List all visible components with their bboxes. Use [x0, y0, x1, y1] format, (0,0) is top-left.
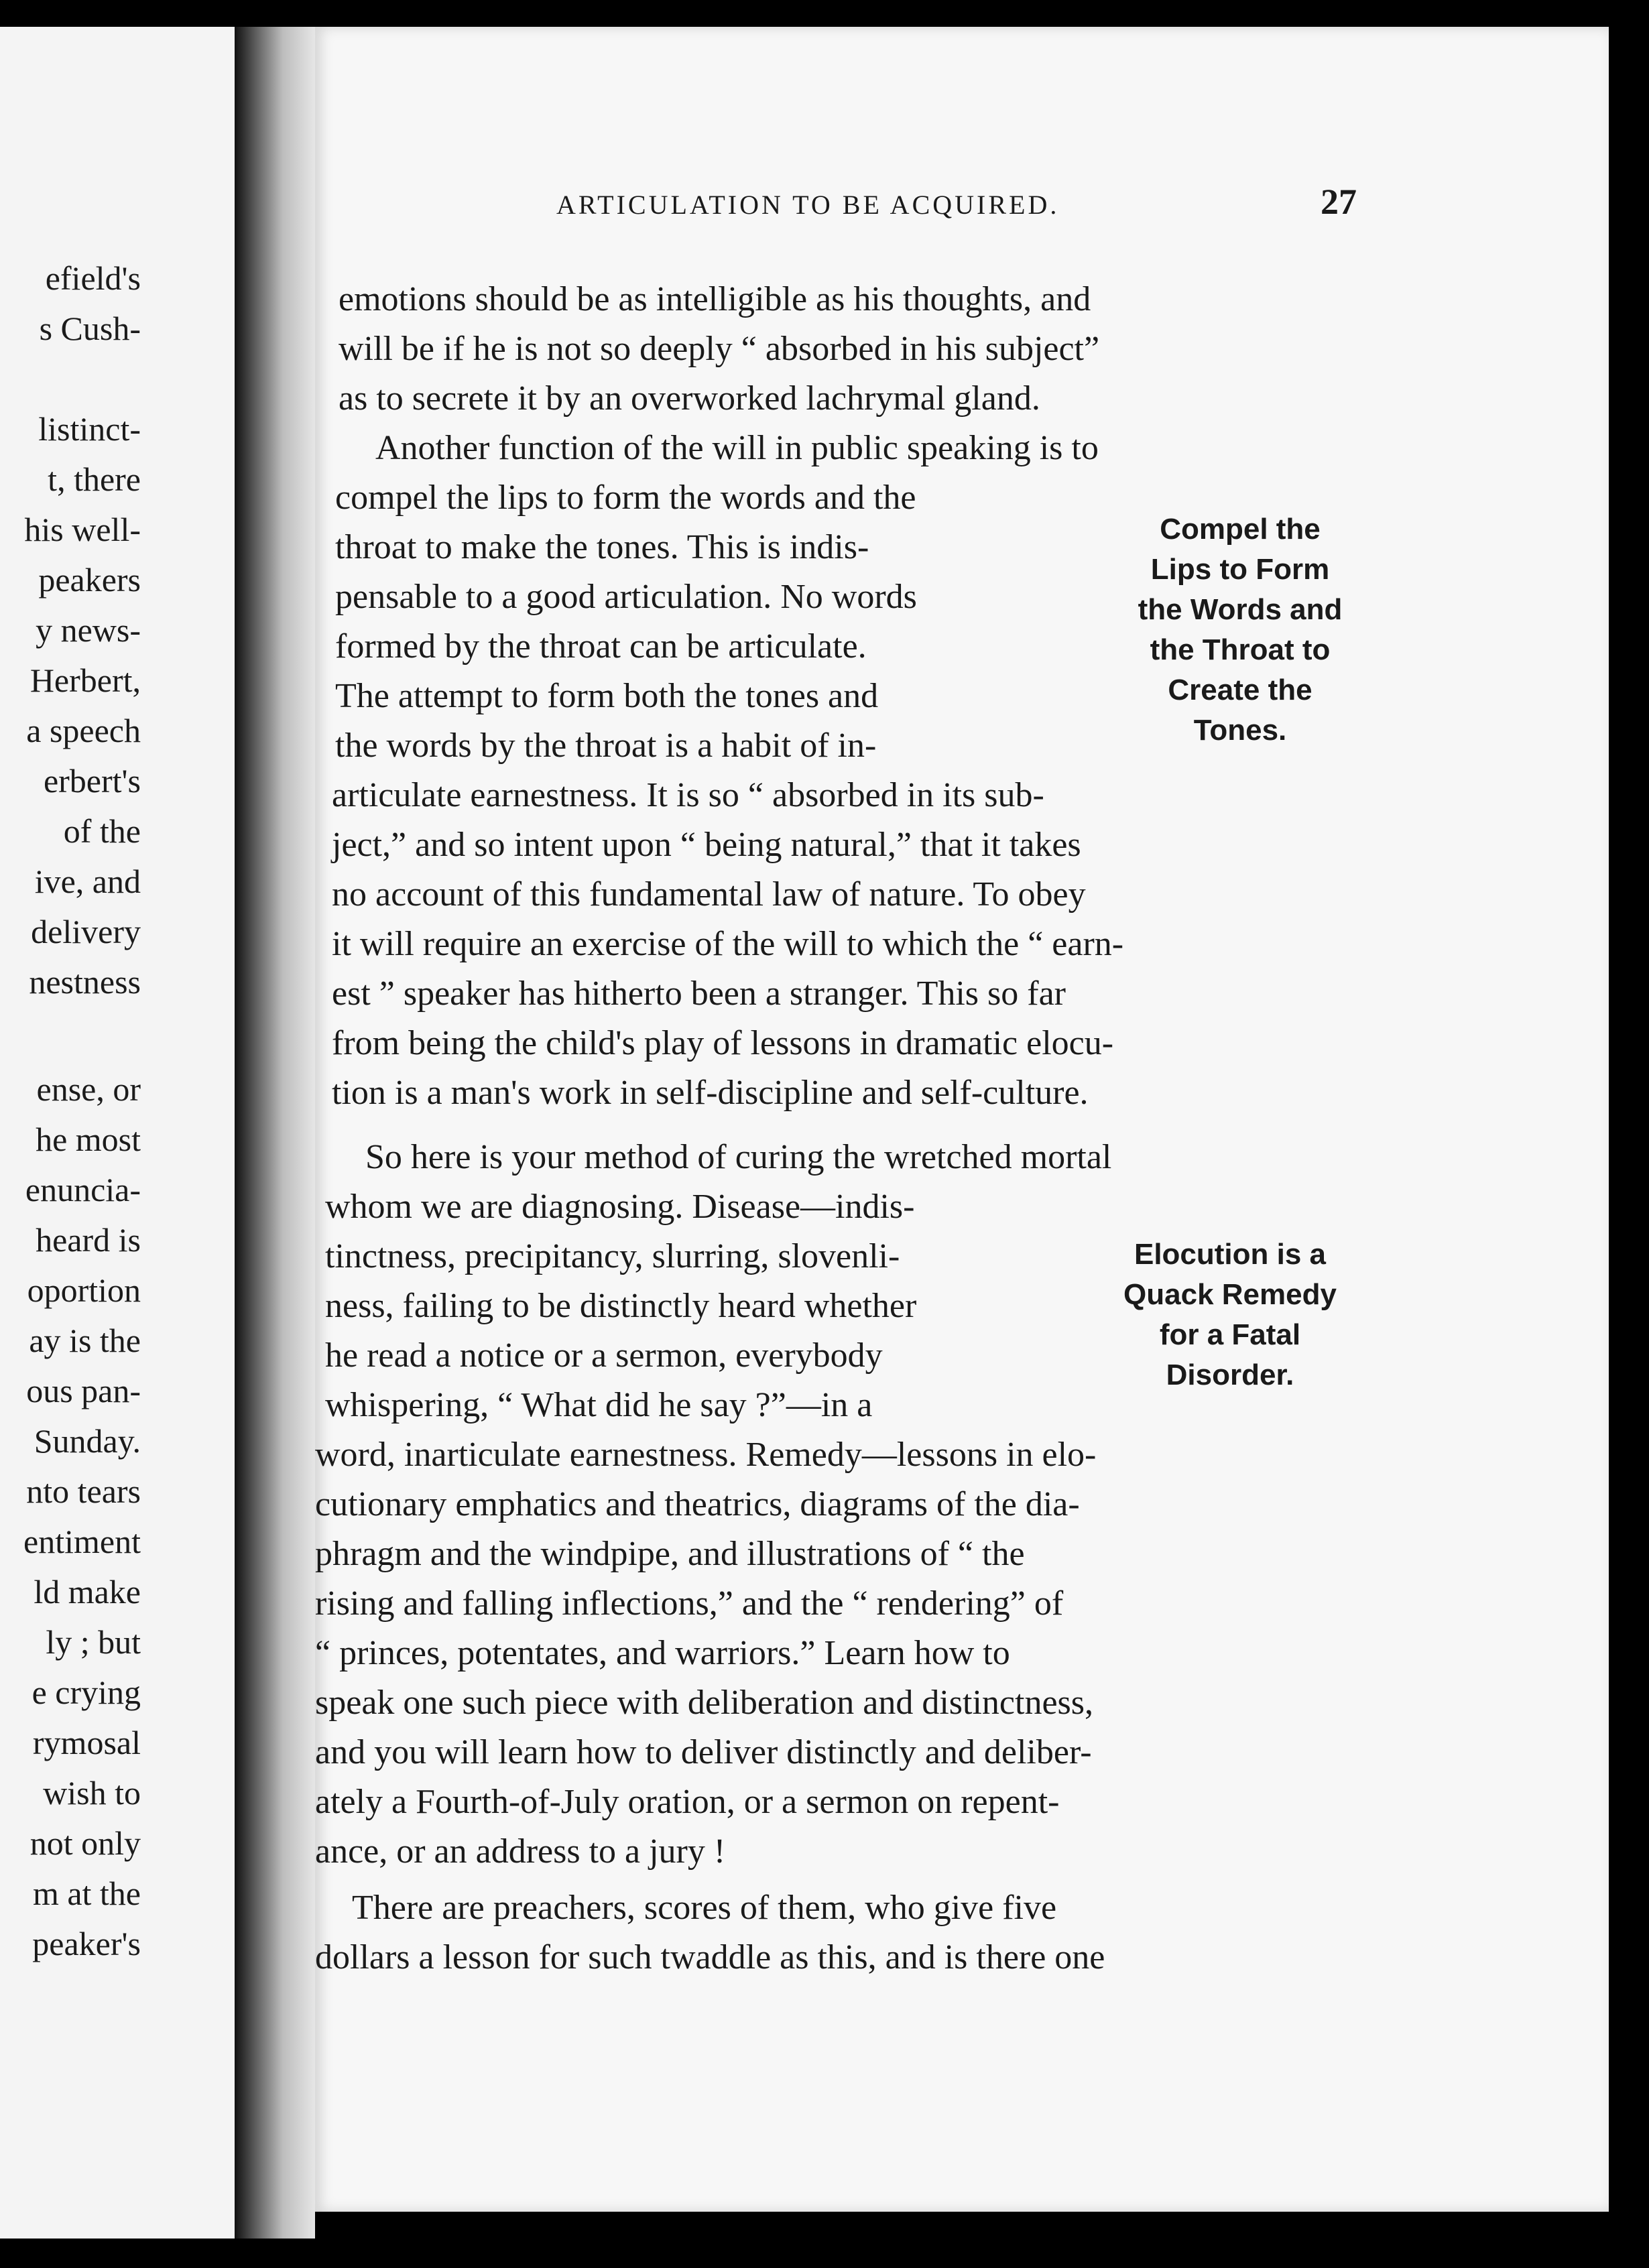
text-line: est ” speaker has hitherto been a stranger. This so far [332, 974, 1066, 1013]
note-line: Tones. [1193, 714, 1287, 747]
left-facing-page [0, 27, 235, 2239]
paragraph-2-continued [332, 771, 1123, 1118]
left-page-line: not only [29, 1824, 141, 1862]
text-line: as to secrete it by an overworked lachrymal gland. [339, 379, 1040, 418]
text-line: Another function of the will in public speaking is to [375, 429, 1099, 467]
text-line: dollars a lesson for such twaddle as this, and is there one [315, 1938, 1105, 1976]
left-page-line: Herbert, [29, 662, 141, 699]
left-page-line: nto tears [26, 1472, 141, 1510]
text-line: So here is your method of curing the wretched mortal [365, 1138, 1112, 1176]
paragraph-3-first-line [365, 1133, 1111, 1182]
left-page-line: s Cush- [39, 310, 141, 347]
left-page-line: he most [36, 1121, 141, 1158]
text-line: and you will learn how to deliver distinctly and deliber- [315, 1733, 1092, 1771]
left-page-line: enuncia- [25, 1171, 141, 1208]
margin-note-compel-lips [1106, 509, 1374, 751]
paragraph-3-narrow [325, 1182, 916, 1430]
text-line: whom we are diagnosing. Disease—indis- [325, 1188, 915, 1226]
left-page-line: entiment [23, 1523, 141, 1560]
left-page-line: t, there [48, 460, 141, 498]
text-line: The attempt to form both the tones and [335, 677, 879, 715]
left-page-line: erbert's [43, 762, 141, 800]
note-line: Disorder. [1166, 1359, 1294, 1391]
text-line: speak one such piece with deliberation and distinctness, [315, 1684, 1094, 1722]
text-line: ance, or an address to a jury ! [315, 1832, 726, 1871]
left-page-line: ld make [34, 1573, 141, 1611]
left-page-line: peaker's [32, 1925, 141, 1962]
left-page-line: y news- [36, 611, 141, 649]
text-line: formed by the throat can be articulate. [335, 627, 867, 666]
paragraph-4 [315, 1883, 1105, 1982]
text-line: word, inarticulate earnestness. Remedy—lessons in elo- [315, 1436, 1097, 1474]
left-page-line: ense, or [36, 1070, 141, 1108]
text-line: articulate earnestness. It is so “ absorbed in its sub- [332, 776, 1044, 814]
text-line: the words by the throat is a habit of in- [335, 727, 877, 765]
text-line: emotions should be as intelligible as his thoughts, and [339, 280, 1091, 318]
text-line: phragm and the windpipe, and illustrations of “ the [315, 1535, 1025, 1573]
text-line: rising and falling inflections,” and the “ rendering” of [315, 1584, 1064, 1623]
left-page-line: Sunday. [34, 1422, 141, 1460]
running-head: ARTICULATION TO BE ACQUIRED. [556, 190, 1060, 220]
text-line: pensable to a good articulation. No words [335, 578, 917, 616]
left-page-line: efield's [45, 259, 141, 297]
text-line: cutionary emphatics and theatrics, diagrams of the dia- [315, 1485, 1080, 1523]
note-line: the Throat to [1150, 633, 1331, 666]
left-page-line: of the [63, 812, 141, 850]
note-line: Lips to Form [1150, 553, 1330, 586]
text-line: from being the child's play of lessons in dramatic elocu- [332, 1024, 1114, 1062]
text-line: it will require an exercise of the will to which the “ earn- [332, 925, 1124, 963]
paragraph-1 [339, 275, 1099, 424]
text-line: ness, failing to be distinctly heard whether [325, 1287, 917, 1325]
left-page-line: heard is [36, 1221, 141, 1259]
text-line: throat to make the tones. This is indis- [335, 528, 869, 566]
left-page-line: listinct- [38, 410, 141, 448]
paragraph-2-narrow [335, 473, 917, 771]
text-line: whispering, “ What did he say ?”—in a [325, 1386, 873, 1424]
text-line: compel the lips to form the words and the [335, 479, 916, 517]
left-page-line: ous pan- [26, 1372, 141, 1409]
text-line: There are preachers, scores of them, who give five [352, 1889, 1057, 1927]
text-line: will be if he is not so deeply “ absorbed in his subject” [339, 330, 1100, 368]
paragraph-2-first-line [375, 424, 1099, 473]
left-page-line: a speech [26, 712, 141, 749]
note-line: for a Fatal [1159, 1318, 1301, 1351]
left-page-line: nestness [29, 963, 141, 1001]
text-line: “ princes, potentates, and warriors.” Learn how to [315, 1634, 1010, 1672]
left-page-line: oportion [27, 1271, 141, 1309]
left-page-line: m at the [32, 1875, 141, 1912]
text-line: no account of this fundamental law of nature. To obey [332, 875, 1086, 914]
left-page-line: e crying [32, 1674, 141, 1711]
left-page-line: rymosal [32, 1724, 141, 1761]
text-line: ately a Fourth-of-July oration, or a sermon on repent- [315, 1783, 1060, 1821]
note-line: Quack Remedy [1123, 1278, 1337, 1311]
note-line: Elocution is a [1134, 1238, 1327, 1271]
text-line: tinctness, precipitancy, slurring, slovenli- [325, 1237, 900, 1275]
text-line: tion is a man's work in self-discipline and self-culture. [332, 1074, 1089, 1112]
text-line: he read a notice or a sermon, everybody [325, 1336, 883, 1375]
text-line: ject,” and so intent upon “ being natural,” that it takes [332, 826, 1081, 864]
left-page-line: ly ; but [46, 1623, 141, 1661]
note-line: the Words and [1138, 593, 1343, 626]
note-line: Create the [1168, 674, 1312, 706]
page-number: 27 [1321, 182, 1357, 222]
margin-note-elocution-remedy [1093, 1235, 1367, 1395]
note-line: Compel the [1160, 513, 1321, 546]
paragraph-3-continued [315, 1430, 1096, 1877]
left-page-line: delivery [31, 913, 141, 950]
left-page-line: his well- [24, 511, 141, 548]
left-page-line: ive, and [34, 863, 141, 900]
book-gutter [235, 27, 315, 2239]
left-page-line: peakers [38, 561, 141, 598]
left-page-line: wish to [43, 1774, 141, 1812]
left-page-line: ay is the [29, 1322, 141, 1359]
